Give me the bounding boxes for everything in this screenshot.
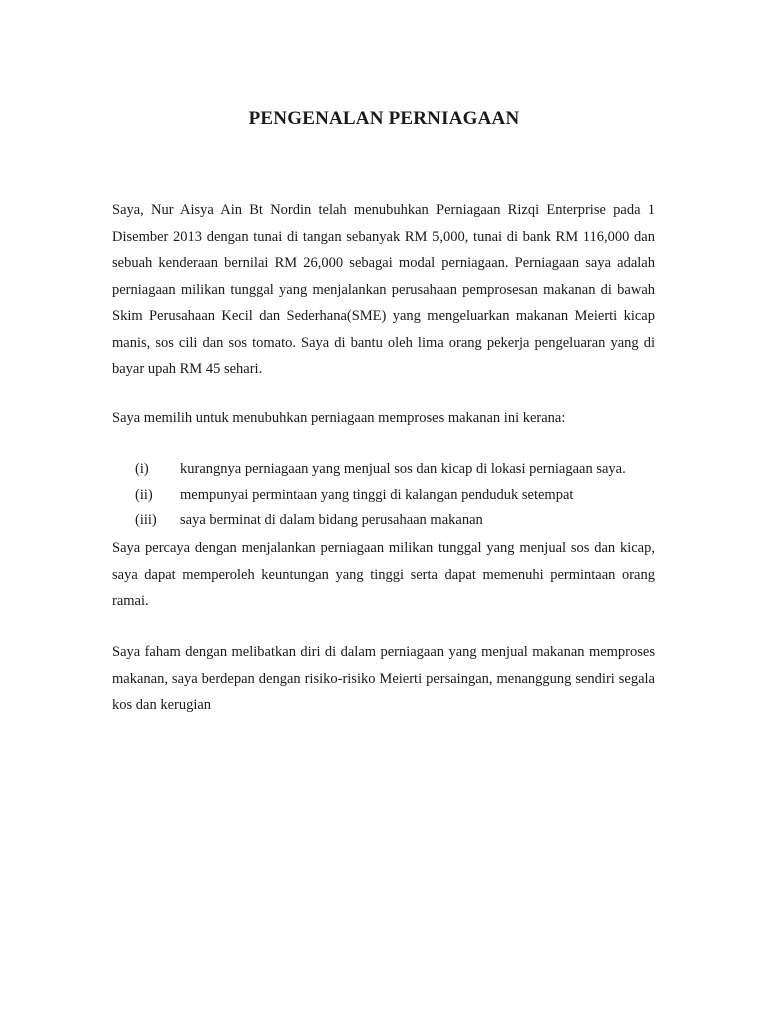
list-item-text: kurangnya perniagaan yang menjual sos dan kicap di lokasi perniagaan saya. xyxy=(180,461,626,477)
risk-paragraph: Saya faham dengan melibatkan diri di dalam perniagaan yang menjual makanan memproses makanan, saya berdepan dengan risiko-risiko Meierti persaingan, menanggung sendiri segala kos dan kerugian xyxy=(112,644,655,713)
list-item-number: (i) xyxy=(135,461,149,477)
list-item xyxy=(135,508,675,534)
intro-paragraph: Saya, Nur Aisya Ain Bt Nordin telah menubuhkan Perniagaan Rizqi Enterprise pada 1 Disember 2013 dengan tunai di tangan sebanyak RM 5,000, tunai di bank RM 116,000 dan sebuah kenderaan bernilai RM 26,000 sebagai modal perniagaan. Perniagaan saya adalah perniagaan milikan tunggal yang menjalankan perusahaan pemprosesan makanan di bawah Skim Perusahaan Kecil dan Sederhana(SME) yang mengeluarkan makanan Meierti kicap manis, sos cili dan sos tomato. Saya di bantu oleh lima orang pekerja pengeluaran yang di bayar upah RM 45 sehari. xyxy=(112,202,655,377)
reasons-list xyxy=(135,457,675,534)
list-item-number: (ii) xyxy=(135,486,153,503)
list-item xyxy=(135,483,675,509)
document-title: PENGENALAN PERNIAGAAN xyxy=(248,108,520,129)
list-item xyxy=(135,457,675,483)
list-item-text: saya berminat di dalam bidang perusahaan makanan xyxy=(180,512,483,528)
belief-paragraph: Saya percaya dengan menjalankan perniagaan milikan tunggal yang menjual sos dan kicap, saya dapat memperoleh keuntungan yang tinggi serta dapat memenuhi permintaan orang ramai. xyxy=(112,540,655,609)
reason-intro-paragraph: Saya memilih untuk menubuhkan perniagaan memproses makanan ini kerana: xyxy=(112,410,566,426)
list-item-text: mempunyai permintaan yang tinggi di kalangan penduduk setempat xyxy=(180,486,574,503)
list-item-number: (iii) xyxy=(135,512,157,528)
